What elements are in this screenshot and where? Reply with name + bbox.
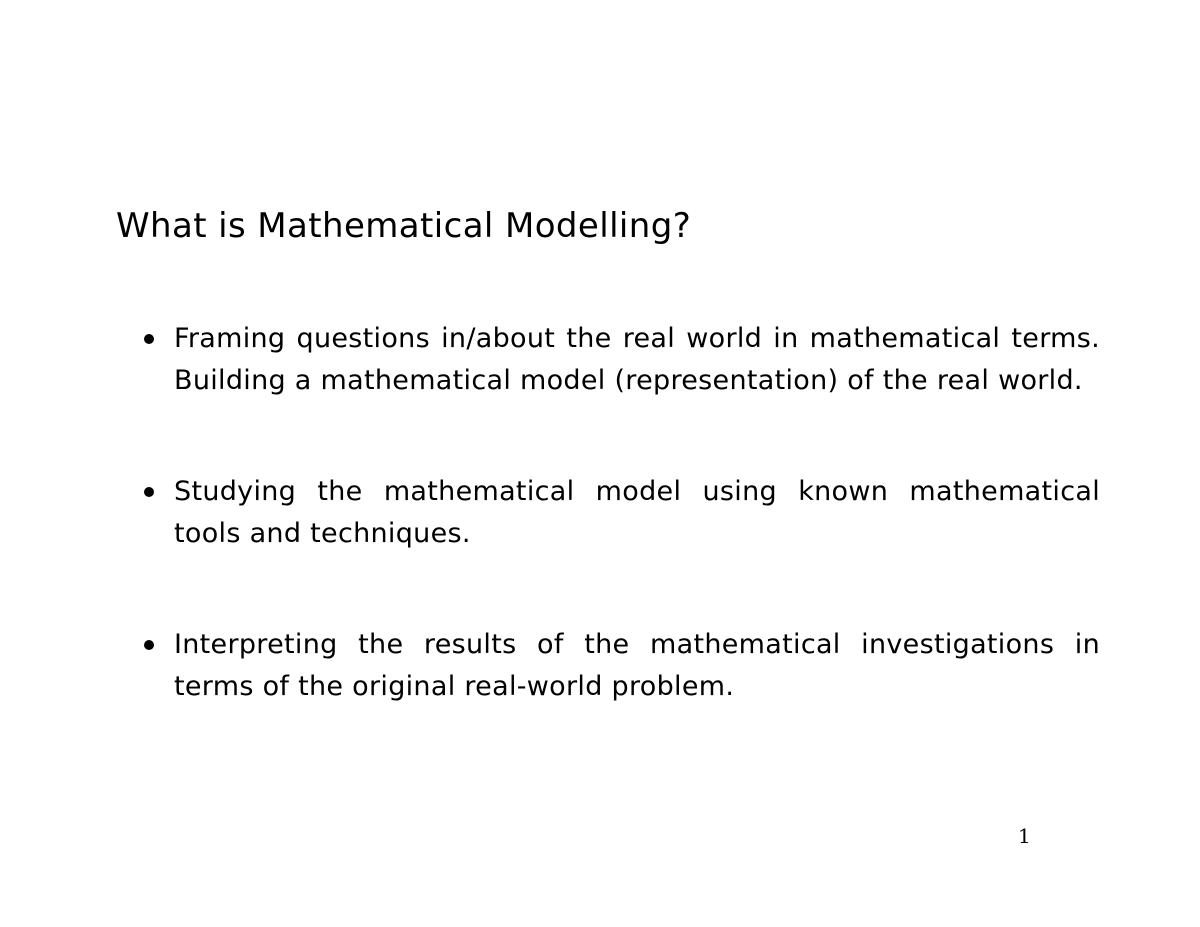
bullet-text: Interpreting the results of the mathematical investigations in terms of the original real-world problem.: [174, 629, 1100, 702]
bullet-dot-icon: [144, 640, 154, 650]
bullet-text: Framing questions in/about the real world in mathematical terms. Building a mathematical model (representation) of the real world.: [174, 323, 1100, 396]
bullet-dot-icon: [144, 334, 154, 344]
bullet-text: Studying the mathematical model using known mathematical tools and techniques.: [174, 476, 1100, 549]
bullet-item-studying: [140, 471, 1100, 555]
bullet-dot-icon: [144, 487, 154, 497]
page-number: 1: [1018, 824, 1031, 848]
bullet-item-interpreting: [140, 624, 1100, 708]
bullet-list: [140, 318, 1100, 708]
bullet-item-framing: [140, 318, 1100, 402]
slide-title: What is Mathematical Modelling?: [116, 206, 692, 246]
